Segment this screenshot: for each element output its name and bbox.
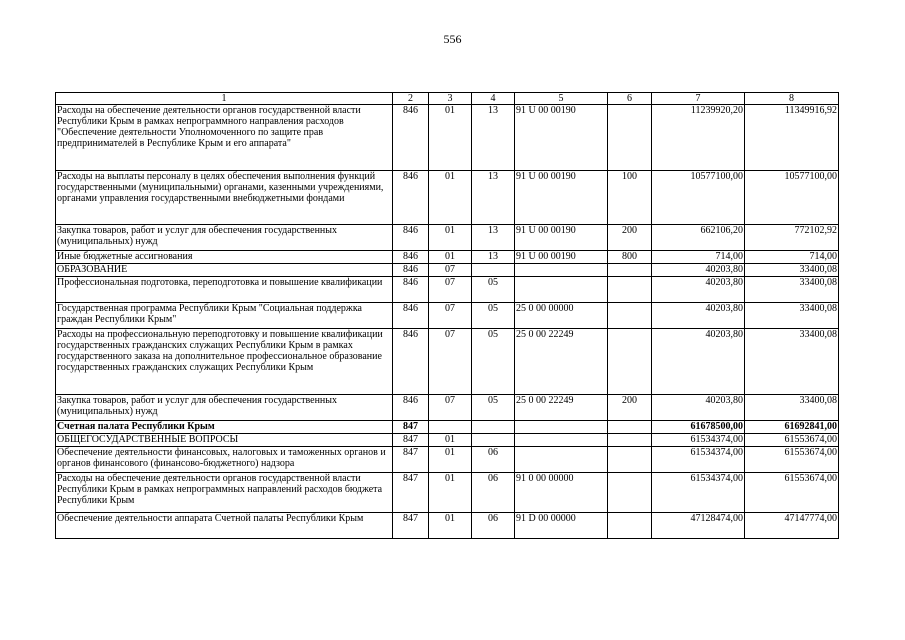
row-name-cell: Счетная палата Республики Крым: [56, 421, 393, 434]
admin-code-cell: 847: [393, 473, 429, 513]
expense-type-cell: [608, 329, 652, 395]
admin-code-cell: 847: [393, 434, 429, 447]
target-article-cell: 25 0 00 22249: [515, 395, 608, 421]
target-article-cell: [515, 447, 608, 473]
amount-year1-cell: 61678500,00: [652, 421, 745, 434]
amount-year2-cell: 33400,08: [745, 395, 839, 421]
target-article-cell: 91 U 00 00190: [515, 105, 608, 171]
amount-year2-cell: 33400,08: [745, 264, 839, 277]
subsection-code-cell: 06: [472, 513, 515, 539]
table-row: [56, 513, 839, 539]
section-code-cell: 01: [429, 105, 472, 171]
header-row: [56, 93, 839, 105]
table-row: [56, 225, 839, 251]
table-row: [56, 447, 839, 473]
amount-year1-cell: 10577100,00: [652, 171, 745, 225]
header-cell: 5: [515, 93, 608, 105]
amount-year2-cell: 11349916,92: [745, 105, 839, 171]
row-name-cell: Расходы на профессиональную переподготовку и повышение квалификации государственных гражданских служащих Республики Крым в рамках государственного заказа на дополнительное профессиональное образование государственных гражданских служащих Республики Крым: [56, 329, 393, 395]
table-row: [56, 171, 839, 225]
admin-code-cell: 846: [393, 171, 429, 225]
page-number: 556: [443, 32, 462, 46]
amount-year2-cell: 714,00: [745, 251, 839, 264]
section-code-cell: 01: [429, 434, 472, 447]
expense-type-cell: 800: [608, 251, 652, 264]
admin-code-cell: 846: [393, 395, 429, 421]
target-article-cell: 25 0 00 22249: [515, 329, 608, 395]
admin-code-cell: 846: [393, 251, 429, 264]
row-name-cell: Обеспечение деятельности аппарата Счетной палаты Республики Крым: [56, 513, 393, 539]
subsection-code-cell: 05: [472, 395, 515, 421]
target-article-cell: [515, 434, 608, 447]
section-code-cell: 01: [429, 513, 472, 539]
target-article-cell: 91 U 00 00190: [515, 251, 608, 264]
expense-type-cell: [608, 105, 652, 171]
amount-year1-cell: 61534374,00: [652, 473, 745, 513]
subsection-code-cell: [472, 264, 515, 277]
amount-year2-cell: 33400,08: [745, 277, 839, 303]
admin-code-cell: 846: [393, 277, 429, 303]
amount-year1-cell: 40203,80: [652, 264, 745, 277]
admin-code-cell: 847: [393, 421, 429, 434]
header-cell: 1: [56, 93, 393, 105]
target-article-cell: [515, 421, 608, 434]
row-name-cell: Иные бюджетные ассигнования: [56, 251, 393, 264]
expense-type-cell: 100: [608, 171, 652, 225]
amount-year2-cell: 10577100,00: [745, 171, 839, 225]
subsection-code-cell: 05: [472, 277, 515, 303]
section-code-cell: 07: [429, 329, 472, 395]
row-name-cell: ОБЩЕГОСУДАРСТВЕННЫЕ ВОПРОСЫ: [56, 434, 393, 447]
header-cell: 3: [429, 93, 472, 105]
subsection-code-cell: [472, 434, 515, 447]
table-row: [56, 251, 839, 264]
amount-year1-cell: 714,00: [652, 251, 745, 264]
row-name-cell: Государственная программа Республики Крым "Социальная поддержка граждан Республики Крым": [56, 303, 393, 329]
expense-type-cell: [608, 473, 652, 513]
amount-year1-cell: 11239920,20: [652, 105, 745, 171]
admin-code-cell: 846: [393, 329, 429, 395]
subsection-code-cell: 05: [472, 303, 515, 329]
admin-code-cell: 846: [393, 303, 429, 329]
amount-year1-cell: 40203,80: [652, 277, 745, 303]
amount-year1-cell: 47128474,00: [652, 513, 745, 539]
subsection-code-cell: 13: [472, 171, 515, 225]
expense-type-cell: 200: [608, 225, 652, 251]
expense-type-cell: [608, 513, 652, 539]
row-name-cell: Профессиональная подготовка, переподготовка и повышение квалификации: [56, 277, 393, 303]
subsection-code-cell: 13: [472, 105, 515, 171]
table-body: [56, 105, 839, 539]
amount-year1-cell: 61534374,00: [652, 434, 745, 447]
target-article-cell: 91 U 00 00190: [515, 171, 608, 225]
subsection-code-cell: 06: [472, 473, 515, 513]
section-code-cell: 07: [429, 395, 472, 421]
row-name-cell: Расходы на обеспечение деятельности органов государственной власти Республики Крым в рамках непрограммного направления расходов "Обеспечение деятельности Уполномоченного по защите прав предпринимателей в Республике Крым и его аппарата": [56, 105, 393, 171]
table-row: [56, 434, 839, 447]
row-name-cell: Расходы на выплаты персоналу в целях обеспечения выполнения функций государственными (муниципальными) органами, казенными учреждениями, органами управления государственными внебюджетными фондами: [56, 171, 393, 225]
section-code-cell: 01: [429, 225, 472, 251]
admin-code-cell: 846: [393, 264, 429, 277]
amount-year2-cell: 61553674,00: [745, 447, 839, 473]
amount-year2-cell: 61553674,00: [745, 473, 839, 513]
table-row: [56, 473, 839, 513]
expense-type-cell: [608, 421, 652, 434]
amount-year2-cell: 772102,92: [745, 225, 839, 251]
target-article-cell: 91 D 00 00000: [515, 513, 608, 539]
table-row: [56, 395, 839, 421]
section-code-cell: 07: [429, 264, 472, 277]
section-code-cell: 07: [429, 303, 472, 329]
admin-code-cell: 847: [393, 447, 429, 473]
amount-year1-cell: 40203,80: [652, 329, 745, 395]
target-article-cell: [515, 277, 608, 303]
section-code-cell: 01: [429, 447, 472, 473]
header-cell: 7: [652, 93, 745, 105]
expense-type-cell: 200: [608, 395, 652, 421]
expense-type-cell: [608, 447, 652, 473]
row-name-cell: ОБРАЗОВАНИЕ: [56, 264, 393, 277]
budget-table: [55, 92, 839, 539]
header-cell: 4: [472, 93, 515, 105]
amount-year2-cell: 33400,08: [745, 303, 839, 329]
target-article-cell: 91 0 00 00000: [515, 473, 608, 513]
target-article-cell: [515, 264, 608, 277]
expense-type-cell: [608, 303, 652, 329]
header-cell: 6: [608, 93, 652, 105]
admin-code-cell: 846: [393, 225, 429, 251]
target-article-cell: 25 0 00 00000: [515, 303, 608, 329]
row-name-cell: Закупка товаров, работ и услуг для обеспечения государственных (муниципальных) нужд: [56, 395, 393, 421]
row-name-cell: Обеспечение деятельности финансовых, налоговых и таможенных органов и органов финансового (финансово-бюджетного) надзора: [56, 447, 393, 473]
amount-year2-cell: 33400,08: [745, 329, 839, 395]
admin-code-cell: 846: [393, 105, 429, 171]
section-code-cell: 01: [429, 473, 472, 513]
table-row: [56, 329, 839, 395]
row-name-cell: Закупка товаров, работ и услуг для обеспечения государственных (муниципальных) нужд: [56, 225, 393, 251]
subsection-code-cell: 05: [472, 329, 515, 395]
expense-type-cell: [608, 434, 652, 447]
section-code-cell: 01: [429, 251, 472, 264]
admin-code-cell: 847: [393, 513, 429, 539]
subsection-code-cell: 13: [472, 251, 515, 264]
amount-year1-cell: 61534374,00: [652, 447, 745, 473]
table-row: [56, 277, 839, 303]
table-row: [56, 105, 839, 171]
section-code-cell: 07: [429, 277, 472, 303]
row-name-cell: Расходы на обеспечение деятельности органов государственной власти Республики Крым в рамках непрограммных направлений расходов бюджета Республики Крым: [56, 473, 393, 513]
amount-year1-cell: 40203,80: [652, 303, 745, 329]
amount-year1-cell: 40203,80: [652, 395, 745, 421]
amount-year2-cell: 47147774,00: [745, 513, 839, 539]
section-code-cell: [429, 421, 472, 434]
section-code-cell: 01: [429, 171, 472, 225]
subsection-code-cell: [472, 421, 515, 434]
amount-year1-cell: 662106,20: [652, 225, 745, 251]
target-article-cell: 91 U 00 00190: [515, 225, 608, 251]
header-cell: 2: [393, 93, 429, 105]
subsection-code-cell: 06: [472, 447, 515, 473]
expense-type-cell: [608, 277, 652, 303]
header-cell: 8: [745, 93, 839, 105]
amount-year2-cell: 61553674,00: [745, 434, 839, 447]
amount-year2-cell: 61692841,00: [745, 421, 839, 434]
table-row: [56, 303, 839, 329]
table-row: [56, 264, 839, 277]
subsection-code-cell: 13: [472, 225, 515, 251]
table-row: [56, 421, 839, 434]
expense-type-cell: [608, 264, 652, 277]
